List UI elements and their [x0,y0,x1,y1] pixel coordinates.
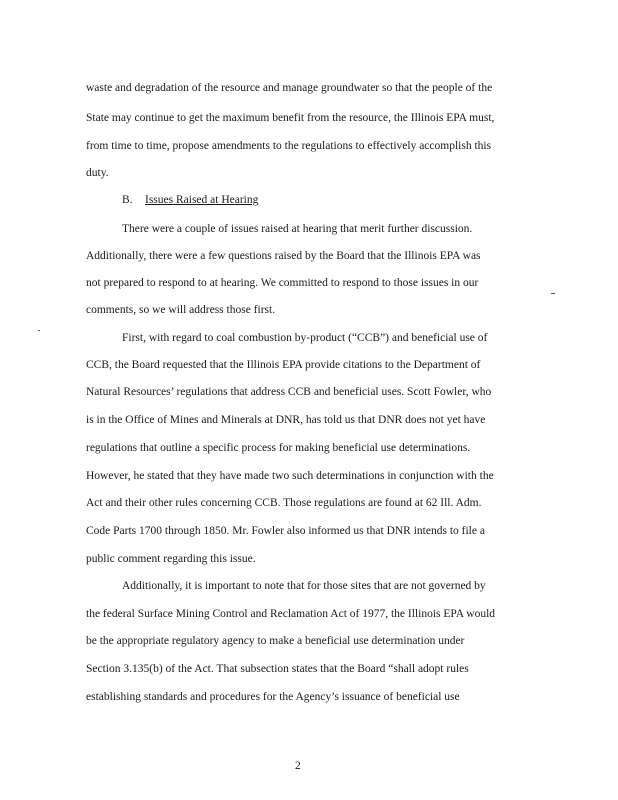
section-letter: B. [122,194,133,206]
text-line: Section 3.135(b) of the Act. That subsection states that the Board “shall adopt rules [86,663,469,675]
text-line: Additionally, it is important to note that for those sites that are not governed by [122,580,486,592]
text-line: duty. [86,167,109,179]
text-line: waste and degradation of the resource and manage groundwater so that the people of the [86,82,493,94]
page-number: 2 [295,760,301,772]
text-line: First, with regard to coal combustion by-product (“CCB”) and beneficial use of [122,332,488,344]
scan-speck [38,330,40,331]
text-line: the federal Surface Mining Control and Reclamation Act of 1977, the Illinois EPA would [86,608,496,620]
section-heading: Issues Raised at Hearing [145,194,259,206]
text-line: not prepared to respond to at hearing. We committed to respond to those issues in our [86,277,479,289]
text-line: State may continue to get the maximum benefit from the resource, the Illinois EPA must, [86,112,495,124]
text-line: comments, so we will address those first. [86,304,276,316]
text-line: is in the Office of Mines and Minerals at DNR, has told us that DNR does not yet have [86,414,486,426]
text-line: Additionally, there were a few questions raised by the Board that the Illinois EPA was [86,250,481,262]
text-line: Natural Resources’ regulations that address CCB and beneficial uses. Scott Fowler, who [86,386,492,398]
scan-speck [551,293,555,294]
text-line: from time to time, propose amendments to the regulations to effectively accomplish this [86,140,492,152]
text-line: CCB, the Board requested that the Illinois EPA provide citations to the Department of [86,359,481,371]
text-line: Code Parts 1700 through 1850. Mr. Fowler also informed us that DNR intends to file a [86,525,485,537]
text-line: regulations that outline a specific process for making beneficial use determinations. [86,442,471,454]
text-line: However, he stated that they have made two such determinations in conjunction with the [86,470,494,482]
text-line: There were a couple of issues raised at hearing that merit further discussion. [122,223,473,235]
text-line: establishing standards and procedures for the Agency’s issuance of beneficial use [86,691,460,703]
text-line: Act and their other rules concerning CCB. Those regulations are found at 62 Ill. Adm. [86,497,482,509]
text-line: public comment regarding this issue. [86,553,256,565]
text-line: be the appropriate regulatory agency to make a beneficial use determination under [86,635,465,647]
